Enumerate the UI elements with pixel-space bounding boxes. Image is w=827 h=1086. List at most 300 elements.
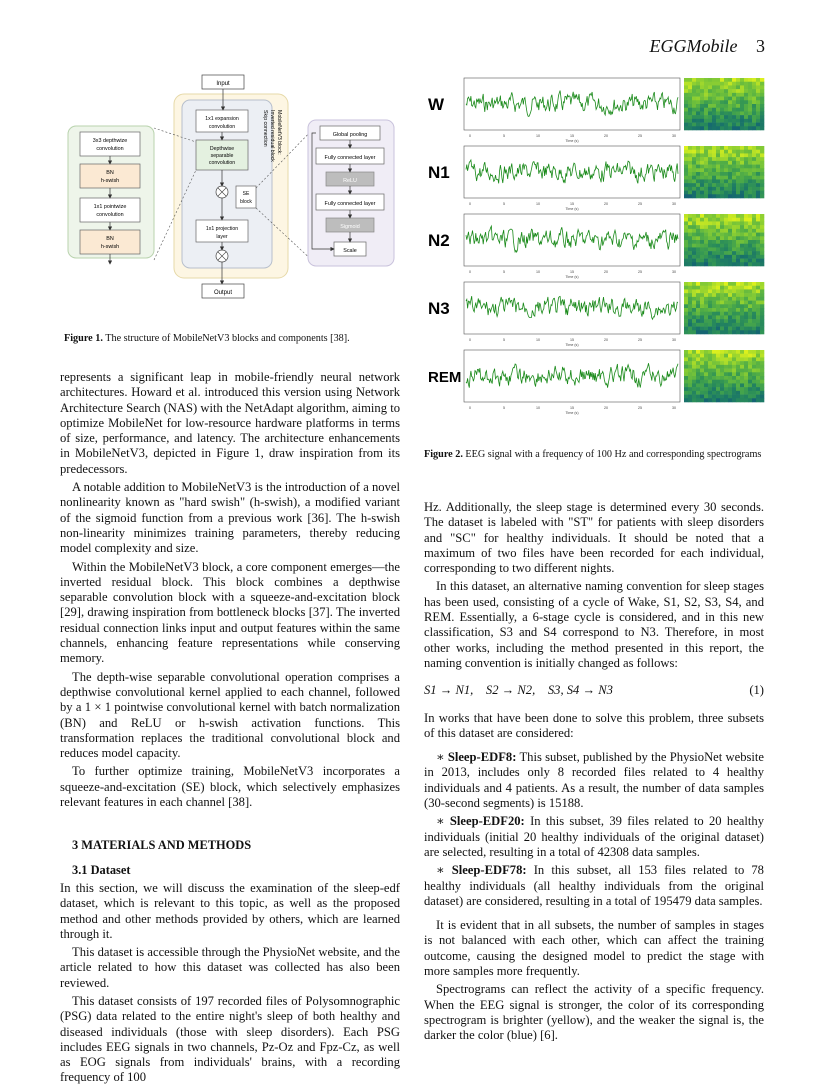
spectrogram-cell <box>716 172 720 176</box>
spectrogram-cell <box>684 176 688 180</box>
spectrogram-cell <box>688 301 692 305</box>
spectrogram-cell <box>736 304 740 308</box>
spectrogram-cell <box>740 330 744 334</box>
spectrogram-cell <box>684 78 688 82</box>
spectrogram-cell <box>692 214 696 218</box>
spectrogram-cell <box>736 383 740 387</box>
spectrogram-cell <box>756 327 760 331</box>
spectrogram-cell <box>704 78 708 82</box>
spectrogram-cell <box>740 146 744 150</box>
spectrogram-cell <box>712 225 716 229</box>
spectrogram-cell <box>748 376 752 380</box>
spectrogram-cell <box>712 97 716 101</box>
spectrogram-cell <box>712 327 716 331</box>
spectrogram-cell <box>692 93 696 97</box>
spectrogram-cell <box>748 236 752 240</box>
spectrogram-cell <box>736 308 740 312</box>
spectrogram-cell <box>744 229 748 233</box>
spectrogram-cell <box>736 176 740 180</box>
spectrogram-cell <box>704 391 708 395</box>
spectrogram-cell <box>688 315 692 319</box>
spectrogram-cell <box>684 191 688 195</box>
spectrogram-cell <box>708 315 712 319</box>
spectrogram-cell <box>724 286 728 290</box>
spectrogram-cell <box>708 123 712 127</box>
spectrogram-cell <box>712 380 716 384</box>
spectrogram-cell <box>708 383 712 387</box>
spectrogram-cell <box>756 262 760 266</box>
spectrogram-cell <box>752 93 756 97</box>
spectrogram-cell <box>688 176 692 180</box>
bullet3-title: Sleep-EDF78: <box>451 863 527 878</box>
spectrogram-cell <box>752 225 756 229</box>
spectrogram-cell <box>684 233 688 237</box>
spectrogram-cell <box>760 97 764 101</box>
box-relu: ReLU <box>343 178 357 184</box>
spectrogram-cell <box>716 168 720 172</box>
spectrogram-cell <box>712 100 716 104</box>
spectrogram-cell <box>700 161 704 165</box>
x-tick-label: 10 <box>536 202 540 206</box>
spectrogram-cell <box>752 380 756 384</box>
spectrogram-cell <box>688 262 692 266</box>
spectrogram-cell <box>744 150 748 154</box>
spectrogram-cell <box>744 297 748 301</box>
spectrogram-cell <box>684 330 688 334</box>
spectrogram-cell <box>756 304 760 308</box>
spectrogram-cell <box>740 168 744 172</box>
spectrogram-cell <box>688 312 692 316</box>
spectrogram-cell <box>736 165 740 169</box>
spectrogram-cell <box>704 395 708 399</box>
spectrogram-cell <box>744 126 748 130</box>
spectrogram-cell <box>712 115 716 119</box>
spectrogram-cell <box>720 380 724 384</box>
spectrogram-cell <box>752 282 756 286</box>
spectrogram-cell <box>760 251 764 255</box>
spectrogram-cell <box>728 262 732 266</box>
spectrogram-cell <box>720 387 724 391</box>
spectrogram-cell <box>760 93 764 97</box>
spectrogram-cell <box>684 146 688 150</box>
spectrogram-cell <box>704 93 708 97</box>
spectrogram-cell <box>744 218 748 222</box>
spectrogram-cell <box>760 150 764 154</box>
spectrogram-cell <box>728 172 732 176</box>
spectrogram-cell <box>760 319 764 323</box>
spectrogram-cell <box>760 100 764 104</box>
spectrogram-cell <box>728 297 732 301</box>
spectrogram-cell <box>740 97 744 101</box>
spectrogram-cell <box>744 93 748 97</box>
spectrogram-cell <box>732 218 736 222</box>
spectrogram-cell <box>712 146 716 150</box>
spectrogram-cell <box>712 179 716 183</box>
spectrogram-cell <box>744 108 748 112</box>
spectrogram-cell <box>724 221 728 225</box>
spectrogram-cell <box>740 119 744 123</box>
spectrogram-cell <box>716 286 720 290</box>
left-paragraph-1: represents a significant leap in mobile-friendly neural network architectures. Howard et al. introduced this version using Network Architecture Search (NAS) with the NetAdapt algorithm, aiming to optimize MobileNet for low-resource hardware platforms in terms of size, performance, and latency. The architecture enhancements in MobileNetV3, depicted in Figure 1, draw inspiration from its predecessors. <box>60 370 400 476</box>
spectrogram-cell <box>696 236 700 240</box>
spectrogram-cell <box>700 354 704 358</box>
spectrogram-cell <box>708 89 712 93</box>
spectrogram-cell <box>708 327 712 331</box>
spectrogram-cell <box>756 357 760 361</box>
spectrogram-cell <box>692 233 696 237</box>
spectrogram-cell <box>756 301 760 305</box>
spectrogram-cell <box>684 282 688 286</box>
spectrogram-cell <box>700 78 704 82</box>
spectrogram-cell <box>716 100 720 104</box>
spectrogram-cell <box>732 146 736 150</box>
spectrogram-cell <box>736 301 740 305</box>
spectrogram-cell <box>744 78 748 82</box>
spectrogram-cell <box>752 153 756 157</box>
spectrogram-cell <box>688 387 692 391</box>
spectrogram-cell <box>728 85 732 89</box>
spectrogram-cell <box>688 82 692 86</box>
spectrogram-cell <box>744 286 748 290</box>
spectrogram-cell <box>720 214 724 218</box>
spectrogram-cell <box>728 308 732 312</box>
spectrogram-cell <box>728 357 732 361</box>
spectrogram-cell <box>712 247 716 251</box>
spectrogram-cell <box>704 383 708 387</box>
spectrogram-cell <box>692 78 696 82</box>
spectrogram-cell <box>688 179 692 183</box>
spectrogram-cell <box>716 191 720 195</box>
spectrogram-cell <box>688 233 692 237</box>
spectrogram-cell <box>740 85 744 89</box>
spectrogram-cell <box>740 323 744 327</box>
spectrogram-cell <box>696 168 700 172</box>
spectrogram-cell <box>732 225 736 229</box>
spectrogram-cell <box>688 327 692 331</box>
x-tick-label: 0 <box>469 134 471 138</box>
spectrogram-cell <box>700 312 704 316</box>
spectrogram-cell <box>720 108 724 112</box>
spectrogram-cell <box>724 259 728 263</box>
spectrogram-cell <box>684 161 688 165</box>
spectrogram-cell <box>684 398 688 402</box>
x-tick-label: 30 <box>672 202 676 206</box>
equation-1 <box>424 683 764 698</box>
spectrogram-cell <box>708 330 712 334</box>
spectrogram-cell <box>744 315 748 319</box>
spectrogram-cell <box>720 194 724 198</box>
spectrogram-cell <box>692 251 696 255</box>
spectrogram-cell <box>716 78 720 82</box>
spectrogram-cell <box>692 126 696 130</box>
spectrogram-cell <box>736 380 740 384</box>
spectrogram-cell <box>720 293 724 297</box>
spectrogram-cell <box>748 398 752 402</box>
spectrogram-cell <box>752 369 756 373</box>
spectrogram-cell <box>724 369 728 373</box>
spectrogram-cell <box>736 233 740 237</box>
spectrogram-cell <box>696 89 700 93</box>
spectrogram-cell <box>736 172 740 176</box>
spectrogram-cell <box>688 161 692 165</box>
spectrogram-cell <box>756 172 760 176</box>
spectrogram-cell <box>704 157 708 161</box>
spectrogram-cell <box>748 78 752 82</box>
x-axis-label: Time (s) <box>565 411 579 415</box>
spectrogram-cell <box>700 214 704 218</box>
spectrogram-cell <box>748 262 752 266</box>
spectrogram-cell <box>708 395 712 399</box>
spectrogram-cell <box>736 115 740 119</box>
spectrogram-cell <box>728 194 732 198</box>
spectrogram-cell <box>756 330 760 334</box>
spectrogram-cell <box>704 191 708 195</box>
svg-text:convolution: convolution <box>208 160 236 166</box>
spectrogram-cell <box>704 380 708 384</box>
bullet3-text: In this subset, all 153 files related to 78 healthy individuals (all healthy individuals from the original dataset) are considered, resulting in a total of 195479 data samples. <box>424 863 764 908</box>
spectrogram-cell <box>760 350 764 354</box>
spectrogram-cell <box>728 104 732 108</box>
spectrogram-cell <box>748 372 752 376</box>
spectrogram-cell <box>724 380 728 384</box>
bullet2-text: In this subset, 39 files related to 20 healthy individuals (initial 20 healthy individuals of the original dataset) are selected, resulting in a total of 42308 data samples. <box>424 814 764 859</box>
x-tick-label: 30 <box>672 134 676 138</box>
spectrogram-cell <box>704 357 708 361</box>
spectrogram-cell <box>724 255 728 259</box>
spectrogram-cell <box>732 187 736 191</box>
spectrogram-cell <box>684 187 688 191</box>
spectrogram-cell <box>696 293 700 297</box>
spectrogram-cell <box>692 330 696 334</box>
spectrogram-cell <box>744 89 748 93</box>
spectrogram-cell <box>728 146 732 150</box>
spectrogram-cell <box>712 233 716 237</box>
spectrogram-cell <box>756 312 760 316</box>
spectrogram-cell <box>756 308 760 312</box>
svg-text:Skip connection: Skip connection <box>262 110 268 147</box>
spectrogram-cell <box>744 262 748 266</box>
x-tick-label: 10 <box>536 338 540 342</box>
spectrogram-cell <box>716 214 720 218</box>
spectrogram-cell <box>728 179 732 183</box>
spectrogram-cell <box>732 157 736 161</box>
spectrogram-cell <box>748 247 752 251</box>
spectrogram-cell <box>756 89 760 93</box>
spectrogram-cell <box>716 301 720 305</box>
spectrogram-cell <box>732 330 736 334</box>
spectrogram-cell <box>688 259 692 263</box>
spectrogram-cell <box>740 100 744 104</box>
spectrogram-cell <box>712 191 716 195</box>
spectrogram-cell <box>704 165 708 169</box>
spectrogram-cell <box>716 289 720 293</box>
spectrogram-cell <box>716 108 720 112</box>
spectrogram-cell <box>736 225 740 229</box>
spectrogram-cell <box>712 293 716 297</box>
spectrogram-cell <box>696 157 700 161</box>
spectrogram-cell <box>756 259 760 263</box>
spectrogram-cell <box>712 289 716 293</box>
spectrogram-cell <box>716 259 720 263</box>
spectrogram-cell <box>720 183 724 187</box>
x-axis-label: Time (s) <box>565 207 579 211</box>
spectrogram-cell <box>756 161 760 165</box>
spectrogram-cell <box>700 387 704 391</box>
spectrogram-cell <box>704 126 708 130</box>
spectrogram-cell <box>708 319 712 323</box>
spectrogram-cell <box>736 111 740 115</box>
spectrogram-cell <box>728 350 732 354</box>
spectrogram-cell <box>724 111 728 115</box>
spectrogram-cell <box>744 365 748 369</box>
spectrogram-cell <box>728 187 732 191</box>
spectrogram-cell <box>708 286 712 290</box>
spectrogram-cell <box>752 308 756 312</box>
spectrogram-cell <box>708 293 712 297</box>
spectrogram-cell <box>724 126 728 130</box>
spectrogram-cell <box>712 93 716 97</box>
spectrogram-cell <box>728 233 732 237</box>
spectrogram-cell <box>732 78 736 82</box>
spectrogram-cell <box>704 361 708 365</box>
spectrogram-cell <box>720 221 724 225</box>
spectrogram-cell <box>716 395 720 399</box>
spectrogram-cell <box>756 391 760 395</box>
spectrogram-cell <box>740 172 744 176</box>
spectrogram-cell <box>756 165 760 169</box>
spectrogram-cell <box>712 78 716 82</box>
spectrogram-cell <box>688 191 692 195</box>
spectrogram-cell <box>704 218 708 222</box>
spectrogram-cell <box>756 179 760 183</box>
spectrogram-cell <box>748 146 752 150</box>
spectrogram-cell <box>744 380 748 384</box>
spectrogram-cell <box>760 168 764 172</box>
spectrogram-cell <box>744 123 748 127</box>
spectrogram-cell <box>716 229 720 233</box>
spectrogram-cell <box>740 233 744 237</box>
spectrogram-cell <box>704 255 708 259</box>
x-tick-label: 15 <box>570 134 574 138</box>
x-tick-label: 0 <box>469 338 471 342</box>
spectrogram-cell <box>700 327 704 331</box>
side-label-block: MobileNetV3 block: <box>276 110 282 155</box>
right-paragraph-4: It is evident that in all subsets, the number of samples in stages is not balanced with each other, which can affect the training outcome, causing the designed model to predict the stage with more samples more frequently. <box>424 918 764 979</box>
spectrogram-cell <box>736 179 740 183</box>
spectrogram-cell <box>708 191 712 195</box>
spectrogram-cell <box>740 350 744 354</box>
spectrogram-cell <box>688 221 692 225</box>
spectrogram-cell <box>688 93 692 97</box>
spectrogram-cell <box>732 380 736 384</box>
spectrogram-cell <box>740 240 744 244</box>
spectrogram-cell <box>752 244 756 248</box>
spectrogram-cell <box>696 150 700 154</box>
spectrogram-cell <box>760 111 764 115</box>
spectrogram-cell <box>752 176 756 180</box>
left-paragraph-6: In this section, we will discuss the examination of the sleep-edf dataset, which is relevant to this topic, as well as the proposed method and other methods provided by others, which are learned through it. <box>60 880 400 941</box>
spectrogram-cell <box>684 262 688 266</box>
spectrogram-cell <box>736 194 740 198</box>
spectrogram-cell <box>732 398 736 402</box>
spectrogram-cell <box>736 93 740 97</box>
x-tick-label: 20 <box>604 406 608 410</box>
spectrogram-cell <box>688 282 692 286</box>
spectrogram-cell <box>736 168 740 172</box>
spectrogram-cell <box>736 282 740 286</box>
spectrogram-cell <box>736 82 740 86</box>
spectrogram-cell <box>700 179 704 183</box>
spectrogram-cell <box>684 244 688 248</box>
spectrogram-cell <box>748 89 752 93</box>
spectrogram-cell <box>720 282 724 286</box>
spectrogram-cell <box>704 301 708 305</box>
spectrogram-cell <box>696 176 700 180</box>
spectrogram-cell <box>760 126 764 130</box>
spectrogram-cell <box>684 372 688 376</box>
spectrogram-cell <box>712 153 716 157</box>
spectrogram-cell <box>704 85 708 89</box>
spectrogram-cell <box>752 165 756 169</box>
spectrogram-cell <box>720 319 724 323</box>
spectrogram-cell <box>756 97 760 101</box>
spectrogram-cell <box>704 315 708 319</box>
spectrogram-cell <box>708 153 712 157</box>
spectrogram-cell <box>740 251 744 255</box>
spectrogram-cell <box>720 111 724 115</box>
spectrogram-cell <box>748 297 752 301</box>
spectrogram-cell <box>760 380 764 384</box>
spectrogram-cell <box>708 365 712 369</box>
spectrogram-cell <box>760 146 764 150</box>
spectrogram-cell <box>708 247 712 251</box>
spectrogram-cell <box>720 312 724 316</box>
spectrogram-cell <box>712 187 716 191</box>
spectrogram-cell <box>740 361 744 365</box>
spectrogram-cell <box>716 350 720 354</box>
spectrogram-cell <box>740 104 744 108</box>
spectrogram-cell <box>752 108 756 112</box>
svg-text:convolution: convolution <box>96 212 124 218</box>
spectrogram-cell <box>708 350 712 354</box>
spectrogram-cell <box>732 350 736 354</box>
spectrogram-cell <box>708 214 712 218</box>
spectrogram-cell <box>732 97 736 101</box>
spectrogram-cell <box>692 293 696 297</box>
spectrogram-cell <box>696 218 700 222</box>
spectrogram-cell <box>752 183 756 187</box>
spectrogram-cell <box>720 233 724 237</box>
spectrogram-cell <box>720 286 724 290</box>
spectrogram-cell <box>696 315 700 319</box>
spectrogram-cell <box>740 161 744 165</box>
spectrogram-cell <box>696 297 700 301</box>
spectrogram-cell <box>684 126 688 130</box>
spectrogram-cell <box>716 85 720 89</box>
spectrogram-cell <box>684 391 688 395</box>
spectrogram-cell <box>744 146 748 150</box>
spectrogram-cell <box>748 157 752 161</box>
spectrogram-cell <box>704 183 708 187</box>
spectrogram-cell <box>692 108 696 112</box>
spectrogram-cell <box>692 297 696 301</box>
spectrogram-cell <box>720 165 724 169</box>
figure1-diagram <box>64 70 400 306</box>
spectrogram-cell <box>688 168 692 172</box>
spectrogram-cell <box>696 108 700 112</box>
spectrogram-cell <box>708 262 712 266</box>
spectrogram-cell <box>752 157 756 161</box>
